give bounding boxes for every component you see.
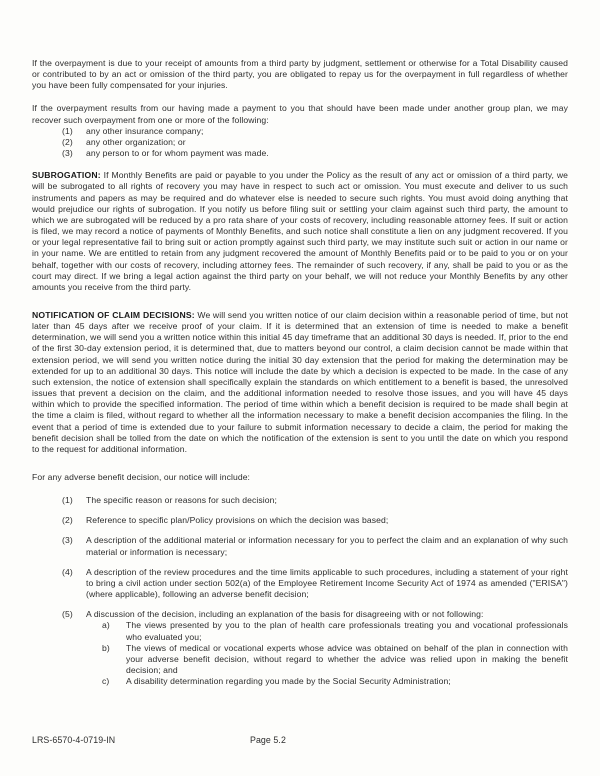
list-item	[62, 535, 568, 557]
list-item-text: The specific reason or reasons for such decision;	[86, 495, 277, 506]
list-marker: (2)	[62, 136, 73, 147]
list-marker: (1)	[62, 495, 73, 506]
subrogation-body: If Monthly Benefits are paid or payable to you under the Policy as the result of any act or omission of a third party, we will be subrogated to all rights of recovery you may have in respect to such act or omission. You must execute and deliver to us such instruments and papers as may be required and do whatever else is needed to secure such rights. You must avoid doing anything that would prejudice our rights of subrogation. If you notify us before filing suit or settling your claim against such third party, the amount to which we are subrogated will be reduced by a pro rata share of your costs of recovery, including reasonable attorney fees. If suit or action is filed, we may record a notice of payments of Monthly Benefits, and such notice shall constitute a lien on any judgment recovered. If you or your legal representative fail to bring suit or action promptly against such third party, we may institute such suit or action in our name or in your name. We are entitled to retain from any judgment recovered the amount of Monthly Benefits paid or to be paid to you or on your behalf, together with our costs of recovery, including attorney fees. The remainder of such recovery, if any, shall be paid to you or as the court may direct. If we bring a legal action against the third party on your behalf, we will not reduce your Monthly Benefits by any other amounts you receive from the third party.	[32, 170, 568, 292]
list-marker: (2)	[62, 515, 73, 526]
paragraph-notification	[32, 310, 568, 455]
adverse-notice-list	[62, 495, 568, 687]
list-item-text: A description of the additional material or information necessary for you to perfect the claim and an explanation of why such material or information is necessary;	[86, 535, 568, 557]
document-body	[32, 58, 568, 687]
list-item	[62, 148, 568, 159]
list-item	[62, 515, 568, 526]
paragraph-overpayment-third-party: If the overpayment is due to your receipt of amounts from a third party by judgment, settlement or otherwise for a Total Disability caused or contributed to by an act or omission of the third party, you are obligated to repay us for the overpayment in full regardless of whether you have been fully compensated for your injuries.	[32, 58, 568, 91]
subrogation-heading: SUBROGATION:	[32, 170, 101, 181]
list-marker: (5)	[62, 609, 73, 620]
form-number: LRS-6570-4-0719-IN	[32, 735, 116, 745]
sublist-marker: a)	[102, 620, 110, 631]
recovery-sources-list	[62, 126, 568, 159]
list-item-text: any person to or for whom payment was made.	[86, 148, 269, 159]
sublist-item-text: The views presented by you to the plan of health care professionals treating you and vocational professionals who evaluated you;	[126, 620, 568, 642]
sublist-item	[102, 676, 568, 687]
section-spacer	[32, 159, 568, 170]
list-item	[62, 137, 568, 148]
list-item-text: Reference to specific plan/Policy provisions on which the decision was based;	[86, 515, 389, 526]
sublist-item	[102, 620, 568, 642]
paragraph-subrogation	[32, 170, 568, 293]
list-item-text: any other insurance company;	[86, 125, 204, 136]
sublist-item-text: The views of medical or vocational experts whose advice was obtained on behalf of the plan in connection with your adverse benefit decision, without regard to whether the advice was relied upon in making the benefit decision; and	[126, 642, 568, 676]
notification-body: We will send you written notice of our claim decision within a reasonable period of time, but not later than 45 days after we receive proof of your claim. If it is determined that an extension of time is needed to make a benefit determination, we will send you a written notice within this initial 45 day timeframe that an additional 30 days is needed. If, prior to the end of the first 30-day extension period, it is determined that, due to matters beyond our control, a claim decision cannot be made within that extension period, we will send you written notice during the initial 30 day extension that the period for making the determination may be extended for up to an additional 30 days. This notice will include the date by which a decision is expected to be made. In the case of any such extension, the notice of extension shall specifically explain the standards on which entitlement to a benefit is based, the unresolved issues that prevent a decision on the claim, and the additional information needed to resolve those issues, and you will have 45 days within which to provide the specified information. The period of time within which a benefit decision is required to be made shall begin at the time a claim is filed, without regard to whether all the information necessary to make a benefit decision accompanies the filing. In the event that a period of time is extended due to your failure to submit information necessary to decide a claim, the period for making the benefit decision shall be tolled from the date on which the notification of the extension is sent to you until the date on which you respond to the request for additional information.	[32, 309, 568, 454]
sublist-item-text: A disability determination regarding you made by the Social Security Administration;	[126, 676, 451, 687]
list-item	[62, 495, 568, 506]
adverse-notice-sublist	[102, 620, 568, 687]
list-marker: (4)	[62, 566, 73, 577]
sublist-marker: c)	[102, 676, 110, 687]
list-item	[62, 609, 568, 687]
list-marker: (1)	[62, 125, 73, 136]
sublist-item	[102, 643, 568, 676]
list-item-text: A discussion of the decision, including an explanation of the basis for disagreeing with or not following:	[86, 609, 484, 620]
paragraph-overpayment-other-plan: If the overpayment results from our having made a payment to you that should have been made under another group plan, we may recover such overpayment from one or more of the following:	[32, 103, 568, 125]
list-item-text: any other organization; or	[86, 136, 186, 147]
list-item	[62, 126, 568, 137]
page-footer	[32, 734, 568, 748]
list-marker: (3)	[62, 148, 73, 159]
page-number: Page 5.2	[250, 735, 286, 745]
list-marker: (3)	[62, 535, 73, 546]
notification-heading: NOTIFICATION OF CLAIM DECISIONS:	[32, 309, 195, 320]
list-item	[62, 567, 568, 600]
paragraph-adverse-notice-intro: For any adverse benefit decision, our notice will include:	[32, 472, 251, 482]
list-item-text: A description of the review procedures and the time limits applicable to such procedures, including a statement of your right to bring a civil action under section 502(a) of the Employee Retirement Income Security Act of 1974 as amended ("ERISA") (where applicable), following an adverse benefit decision;	[86, 566, 568, 600]
sublist-marker: b)	[102, 642, 110, 653]
